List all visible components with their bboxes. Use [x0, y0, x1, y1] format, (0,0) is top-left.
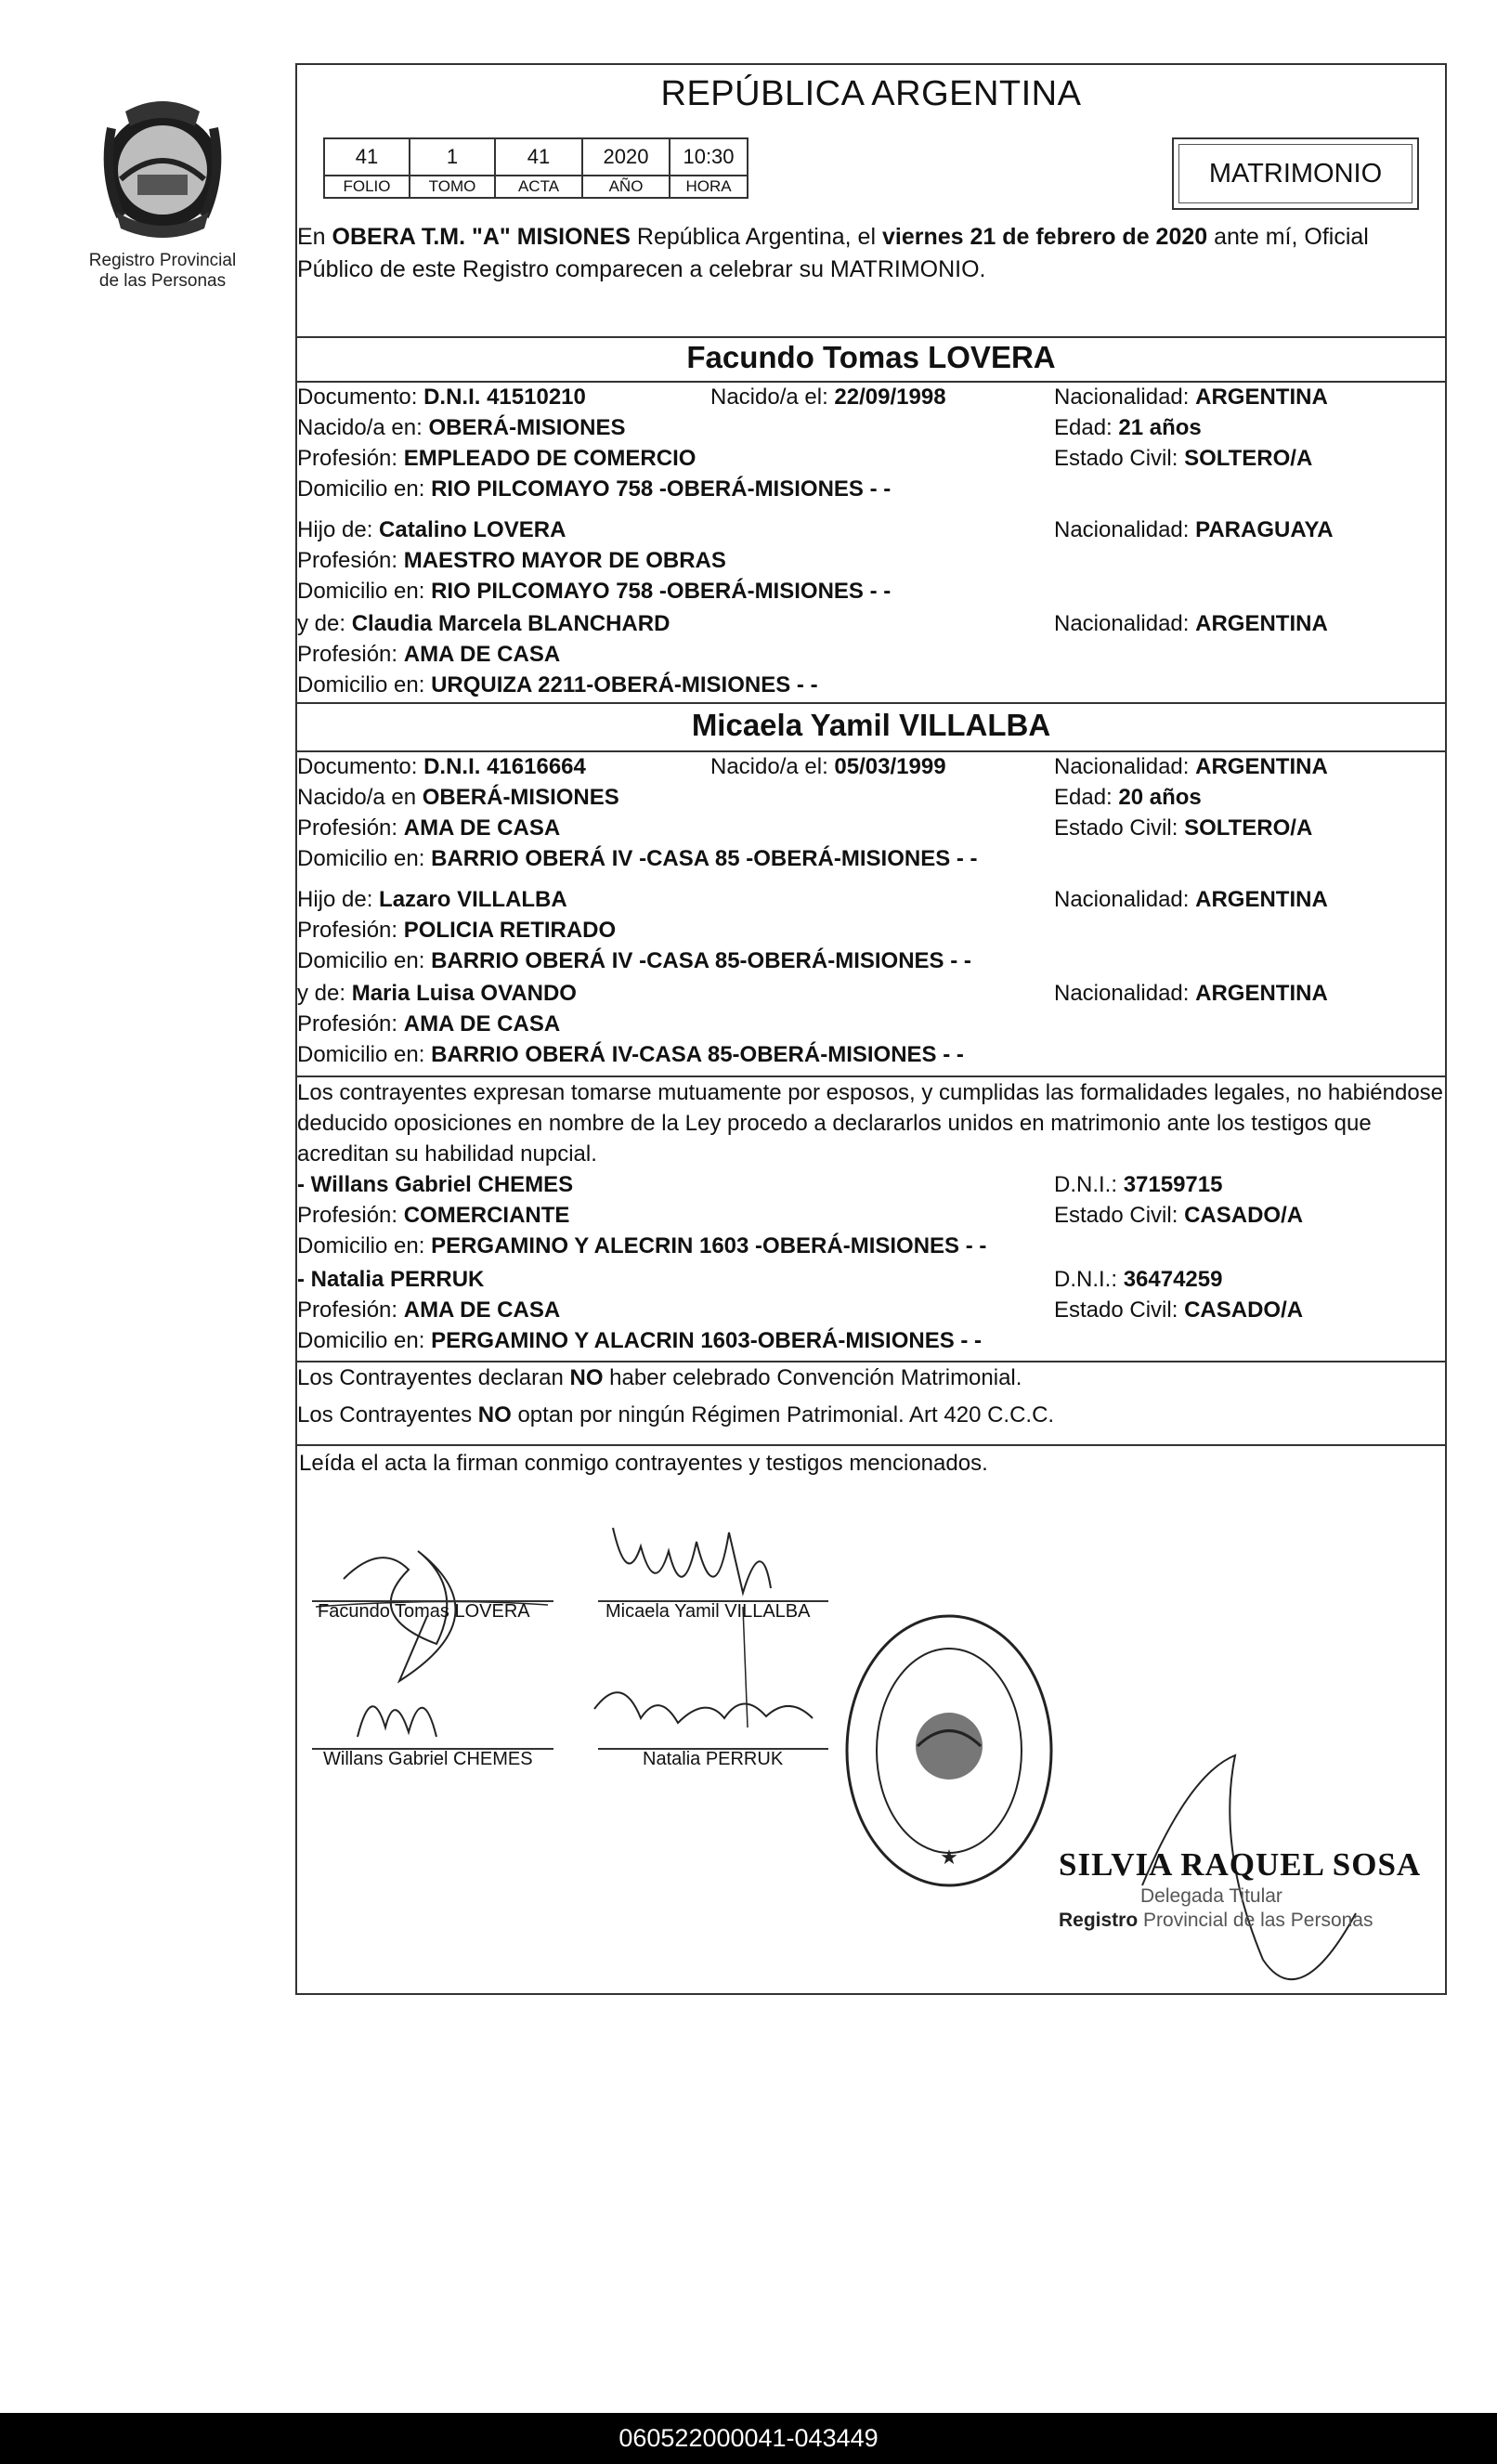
witness2-dni: D.N.I.: 36474259 [1054, 1267, 1223, 1292]
groom-father-nationality: Nacionalidad: PARAGUAYA [1054, 517, 1334, 542]
bride-name: Micaela Yamil VILLALBA [691, 708, 1051, 742]
tomo-label: TOMO [410, 176, 495, 198]
groom-mother: y de: Claudia Marcela BLANCHARD [297, 611, 670, 636]
groom-nationality: Nacionalidad: ARGENTINA [1054, 385, 1328, 410]
witness1-address: Domicilio en: PERGAMINO Y ALECRIN 1603 -OBERÁ-MISIONES - - [297, 1233, 987, 1258]
intro-text: En [297, 224, 332, 250]
official-role: Delegada Titular [1140, 1885, 1282, 1907]
registry-caption-line1: Registro Provincial [88, 251, 237, 270]
witness2-signature-label: Natalia PERRUK [643, 1749, 784, 1769]
divider [295, 381, 1447, 383]
patrimonial-regime-line: Los Contrayentes NO optan por ningún Régimen Patrimonial. Art 420 C.C.C. [297, 1402, 1055, 1428]
ano-label: AÑO [582, 176, 670, 198]
intro-text: República Argentina, el [630, 224, 882, 250]
acta-value: 41 [495, 138, 582, 176]
record-type-badge [1172, 137, 1419, 210]
folio-label: FOLIO [324, 176, 410, 198]
convention-line: Los Contrayentes declaran NO haber celebrado Convención Matrimonial. [297, 1365, 1022, 1390]
witness1-signature-label: Willans Gabriel CHEMES [323, 1749, 533, 1769]
registry-caption-line2: de las Personas [98, 271, 227, 291]
bride-mother-address: Domicilio en: BARRIO OBERÁ IV-CASA 85-OBERÁ-MISIONES - - [297, 1042, 964, 1067]
groom-father: Hijo de: Catalino LOVERA [297, 517, 566, 542]
official-block [1059, 1846, 1421, 1932]
record-reference-table [323, 137, 748, 199]
hora-value: 10:30 [670, 138, 748, 176]
misiones-coat-of-arms-logo [84, 91, 241, 249]
bride-age: Edad: 20 años [1054, 785, 1202, 810]
witness2-name: - Natalia PERRUK [297, 1267, 485, 1292]
groom-father-address: Domicilio en: RIO PILCOMAYO 758 -OBERÁ-MISIONES - - [297, 579, 892, 604]
ano-value: 2020 [582, 138, 670, 176]
registry-seal [841, 1609, 1057, 1893]
svg-text:★: ★ [940, 1846, 958, 1870]
witness2-civil-status: Estado Civil: CASADO/A [1054, 1297, 1304, 1323]
bride-civil-status: Estado Civil: SOLTERO/A [1054, 815, 1313, 841]
groom-signature-label: Facundo Tomas LOVERA [318, 1601, 530, 1622]
witness2-profession: Profesión: AMA DE CASA [297, 1297, 561, 1323]
divider [295, 750, 1447, 752]
bride-documento: Documento: D.N.I. 41616664 [297, 754, 586, 779]
groom-name: Facundo Tomas LOVERA [686, 340, 1056, 374]
groom-address: Domicilio en: RIO PILCOMAYO 758 -OBERÁ-MISIONES - - [297, 476, 892, 502]
intro-text: ante mí, Oficial Público de este Registro comparecen a celebrar su MATRIMONIO. [297, 224, 1369, 282]
bride-mother-nationality: Nacionalidad: ARGENTINA [1054, 981, 1328, 1006]
page-title: REPÚBLICA ARGENTINA [660, 74, 1082, 113]
witness1-name: - Willans Gabriel CHEMES [297, 1172, 574, 1197]
bride-profession: Profesión: AMA DE CASA [297, 815, 561, 841]
witness1-civil-status: Estado Civil: CASADO/A [1054, 1203, 1304, 1228]
groom-mother-profession: Profesión: AMA DE CASA [297, 642, 561, 667]
groom-age: Edad: 21 años [1054, 415, 1202, 440]
bride-mother: y de: Maria Luisa OVANDO [297, 981, 577, 1006]
groom-father-profession: Profesión: MAESTRO MAYOR DE OBRAS [297, 548, 726, 573]
groom-mother-address: Domicilio en: URQUIZA 2211-OBERÁ-MISIONES - - [297, 672, 818, 697]
record-type-text: MATRIMONIO [1208, 158, 1383, 189]
bride-father-nationality: Nacionalidad: ARGENTINA [1054, 887, 1328, 912]
witness2-address: Domicilio en: PERGAMINO Y ALACRIN 1603-OBERÁ-MISIONES - - [297, 1328, 983, 1353]
divider [295, 1444, 1447, 1446]
groom-profession: Profesión: EMPLEADO DE COMERCIO [297, 446, 696, 471]
tomo-value: 1 [410, 138, 495, 176]
bride-mother-profession: Profesión: AMA DE CASA [297, 1011, 561, 1036]
bride-father: Hijo de: Lazaro VILLALBA [297, 887, 567, 912]
divider [295, 702, 1447, 704]
official-organization: Registro Provincial de las Personas [1059, 1910, 1373, 1931]
registry-caption [56, 251, 269, 292]
folio-value: 41 [324, 138, 410, 176]
divider [295, 336, 1447, 338]
intro-date: viernes 21 de febrero de 2020 [881, 224, 1208, 250]
witness1-profession: Profesión: COMERCIANTE [297, 1203, 570, 1228]
groom-mother-nationality: Nacionalidad: ARGENTINA [1054, 611, 1328, 636]
hora-label: HORA [670, 176, 748, 198]
intro-place: OBERA T.M. "A" MISIONES [332, 224, 631, 250]
groom-civil-status: Estado Civil: SOLTERO/A [1054, 446, 1313, 471]
bride-nationality: Nacionalidad: ARGENTINA [1054, 754, 1328, 779]
divider [295, 1361, 1447, 1362]
bride-birthdate: Nacido/a el: 05/03/1999 [710, 754, 946, 779]
intro-paragraph [297, 221, 1443, 286]
groom-birthdate: Nacido/a el: 22/09/1998 [710, 385, 946, 410]
groom-documento: Documento: D.N.I. 41510210 [297, 385, 586, 410]
bride-signature-label: Micaela Yamil VILLALBA [605, 1601, 811, 1622]
declaration-paragraph: Los contrayentes expresan tomarse mutuamente por esposos, y cumplidas las formalidades legales, no habiéndose deducido oposiciones en nombre de la Ley procedo a declararlos unidos en matrimonio ante los testigos que acreditan su habilidad nupcial. [297, 1080, 1444, 1167]
bride-father-profession: Profesión: POLICIA RETIRADO [297, 918, 617, 943]
official-name: SILVIA RAQUEL SOSA [1059, 1846, 1422, 1883]
bride-birthplace: Nacido/a en OBERÁ-MISIONES [297, 785, 619, 810]
witness1-dni: D.N.I.: 37159715 [1054, 1172, 1223, 1197]
closing-line: Leída el acta la firman conmigo contrayentes y testigos mencionados. [299, 1451, 988, 1476]
acta-label: ACTA [495, 176, 582, 198]
groom-birthplace: Nacido/a en: OBERÁ-MISIONES [297, 415, 626, 440]
document-footer-code: 060522000041-043449 [0, 2413, 1497, 2464]
bride-father-address: Domicilio en: BARRIO OBERÁ IV -CASA 85-OBERÁ-MISIONES - - [297, 948, 971, 973]
signature-scribbles [306, 1505, 864, 1783]
bride-address: Domicilio en: BARRIO OBERÁ IV -CASA 85 -OBERÁ-MISIONES - - [297, 846, 978, 871]
